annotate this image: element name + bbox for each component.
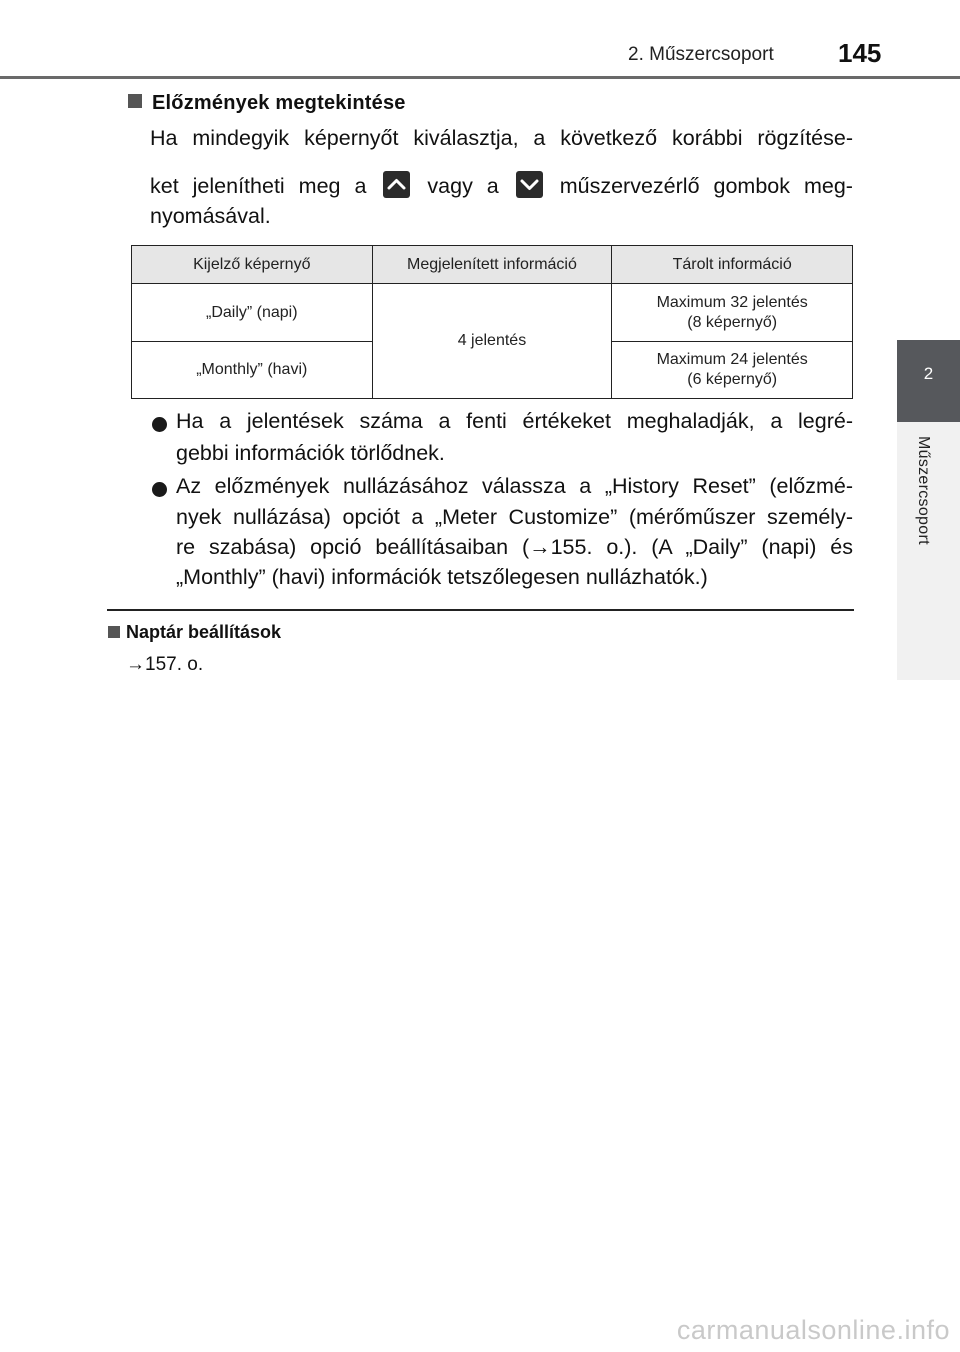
bullet-2-line-1: Az előzmények nullázásához válassza a „History Reset” (előzmé- [176, 474, 853, 498]
bullet-2-line-2: nyek nullázása) opciót a „Meter Customize” (mérőműszer személy- [176, 505, 853, 529]
section-divider [107, 609, 854, 611]
table-cell-info: 4 jelentés [372, 284, 612, 399]
table-cell-screen: „Monthly” (havi) [132, 342, 373, 399]
bullet-dot-icon [152, 417, 167, 432]
stored-line-1: Maximum 32 jelentés [656, 293, 808, 311]
table-header-stored: Tárolt információ [612, 246, 853, 284]
paragraph-line-2-part-a: ket jelenítheti meg a [150, 174, 367, 198]
bullet-dot-icon [152, 482, 167, 497]
paragraph-line-2-part-c: műszervezérlő gombok meg- [559, 174, 853, 198]
bullet-1-line-1: Ha a jelentések száma a fenti értékeket meghaladják, a legré- [176, 409, 853, 433]
table-cell-stored [612, 284, 853, 342]
page-reference-link[interactable]: →157. o. [126, 654, 204, 675]
table-header-screen: Kijelző képernyő [132, 246, 373, 284]
stored-line-2: (6 képernyő) [687, 371, 778, 388]
table-cell-stored [612, 342, 853, 399]
chapter-title: 2. Műszercsoport [628, 44, 774, 65]
subsection-heading-text: Naptár beállítások [126, 622, 282, 642]
bullet-2-line-4: „Monthly” (havi) információk tetszőlegesen nullázhatók.) [176, 565, 708, 589]
chevron-up-icon [383, 171, 410, 198]
paragraph-line-2 [150, 171, 853, 199]
bullet-1-line-2: gebbi információk törlődnek. [176, 441, 445, 465]
header-divider [0, 76, 960, 79]
square-bullet-icon [128, 94, 142, 108]
table-row [132, 284, 853, 342]
section-heading-text: Előzmények megtekintése [152, 92, 406, 114]
section-heading [128, 92, 406, 115]
subsection-heading [108, 622, 281, 643]
stored-line-1: Maximum 24 jelentés [656, 351, 808, 368]
watermark: carmanualsonline.info [676, 1315, 950, 1345]
paragraph-line-2-part-b: vagy a [427, 174, 499, 198]
paragraph-line-1: Ha mindegyik képernyőt kiválasztja, a következő korábbi rögzítése- [150, 126, 853, 150]
page-number: 145 [838, 38, 882, 68]
table-cell-screen: „Daily” (napi) [132, 284, 373, 342]
stored-line-2: (8 képernyő) [687, 313, 778, 331]
stored-info-table [131, 245, 853, 399]
bullet-2-line-3: re szabása) opció beállításaiban (→155. o.). (A „Daily” (napi) és [176, 535, 853, 559]
table-header-info: Megjelenített információ [372, 246, 612, 284]
square-bullet-icon [108, 626, 120, 638]
chapter-tab-label: Műszercsoport [915, 436, 932, 545]
paragraph-line-3: nyomásával. [150, 204, 271, 228]
chapter-tab [897, 340, 960, 422]
chapter-tab-number: 2 [923, 364, 934, 383]
chevron-down-icon [516, 171, 543, 198]
